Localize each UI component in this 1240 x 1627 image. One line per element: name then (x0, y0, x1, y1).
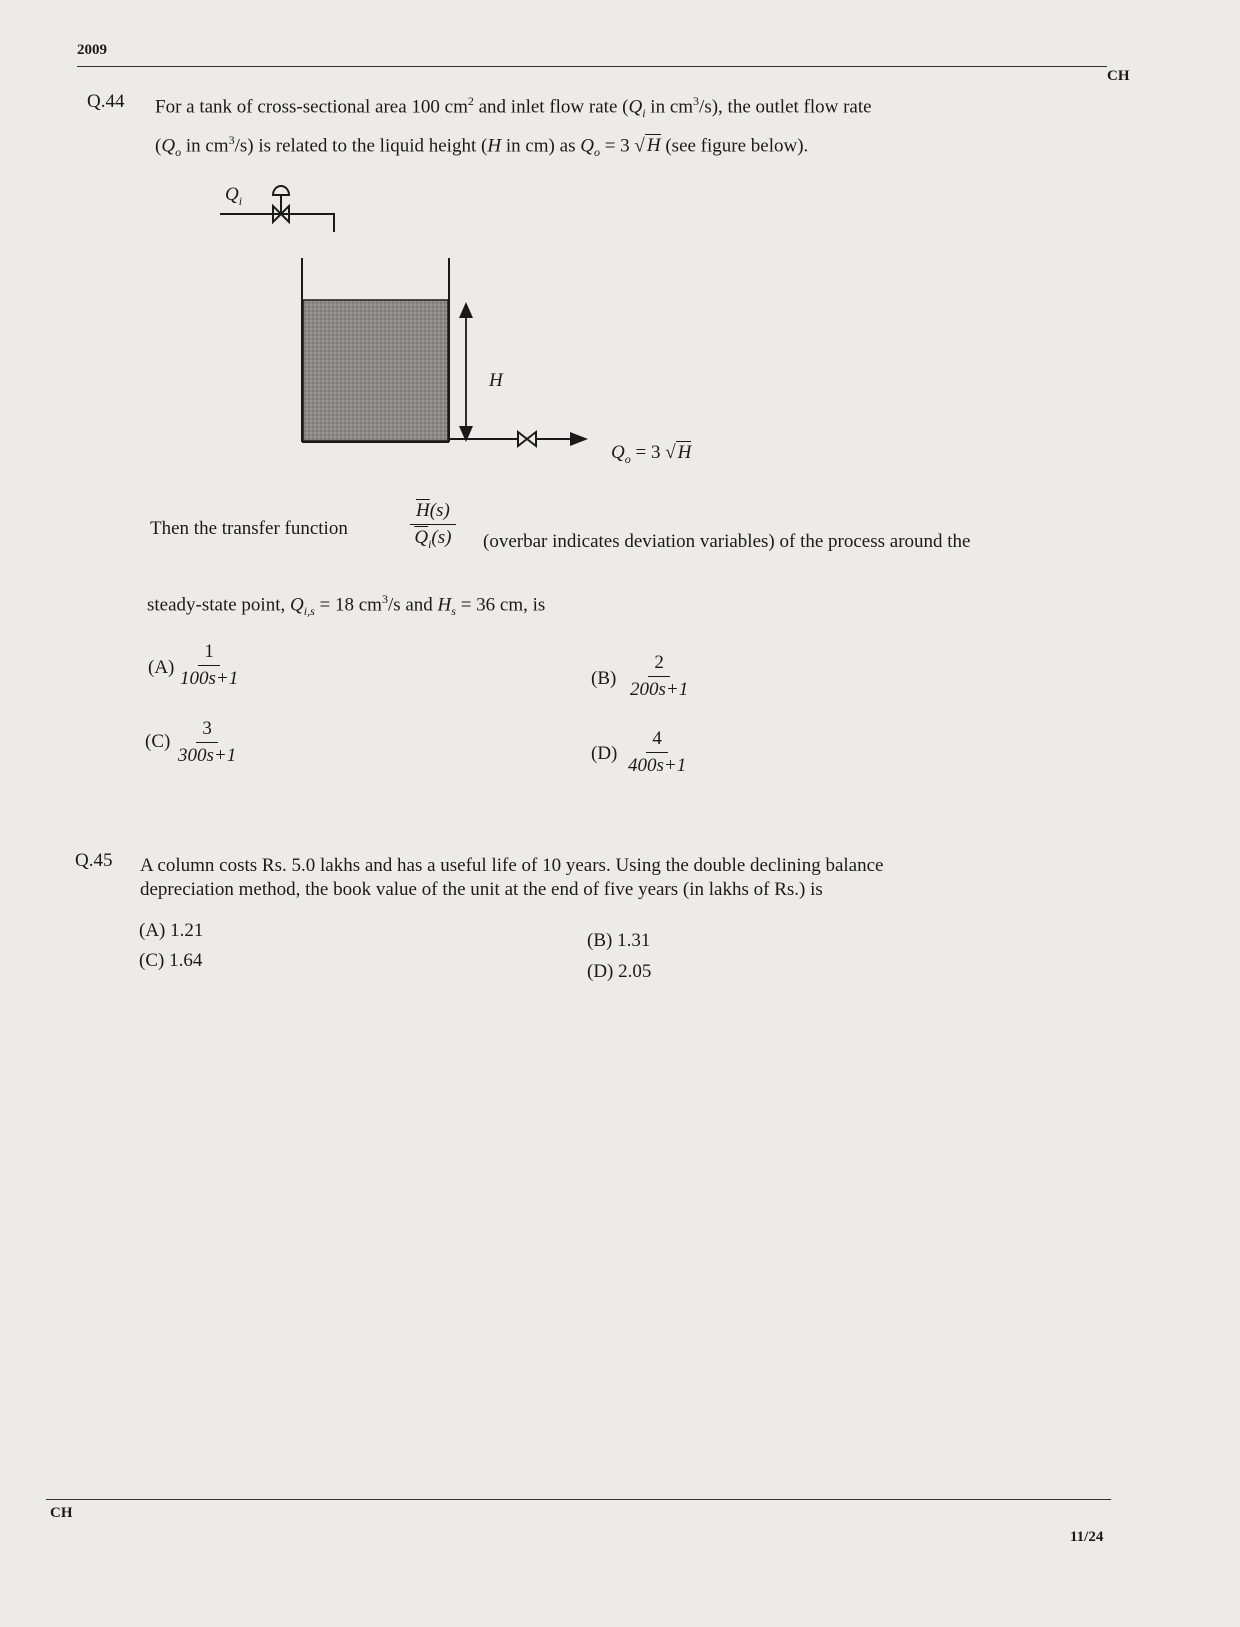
tank-liquid (303, 300, 448, 441)
q44-number: Q.44 (87, 91, 125, 112)
steady-state-text: steady-state point, $Q_{i,s} = 18$ $cm^3/s$ and $H_s = 36$ cm, is (147, 592, 546, 619)
outlet-flow-label: $Q_o = 3$ √ H (611, 442, 692, 466)
then-text: Then the transfer function (150, 518, 348, 539)
footer-subject: CH (50, 1505, 73, 1521)
footer-rule (46, 1499, 1111, 1500)
q45-line1: A column costs Rs. 5.0 lakhs and has a useful life of 10 years. Using the double declining balance (140, 855, 884, 876)
q45-option-a: (A) 1.21 (139, 920, 204, 941)
inlet-flow-label: $Q_i$ (225, 184, 243, 208)
q44-option-b-label: (B) (591, 668, 617, 689)
q44-option-a-label: (A) (148, 657, 175, 678)
q44-option-d-fraction: $\frac{4}{400s+1}$ (628, 728, 687, 776)
tank-figure (200, 170, 760, 480)
after-transfer-function-text: (overbar indicates deviation variables) of the process around the (483, 531, 971, 552)
q45-option-b: (B) 1.31 (587, 930, 651, 951)
q44-option-c-label: (C) (145, 731, 171, 752)
transfer-function-fraction: $\frac{\overline{H}(s)}{\overline{Q}_i(s)}$ (410, 500, 456, 552)
inlet-valve-icon (273, 186, 289, 222)
q44-option-b-fraction: $\frac{2}{200s+1}$ (630, 652, 689, 700)
q44-option-c-fraction: $\frac{3}{300s+1}$ (178, 718, 237, 766)
header-rule (77, 66, 1107, 67)
q44-option-d-label: (D) (591, 743, 618, 764)
height-arrow-icon (459, 302, 473, 442)
q44-line2: ($Q_o$ in $cm^3/s$) is related to the liquid height (H in cm) as $Q_o = 3$ √ H (see figure below). (155, 133, 809, 160)
q45-number: Q.45 (75, 850, 113, 871)
page-number: 11/24 (1070, 1529, 1104, 1545)
height-label: H (489, 370, 503, 391)
q44-line1: For a tank of cross-sectional area 100 $cm^2$ and inlet flow rate ($Q_i$ in $cm^3/s$), the outlet flow rate (155, 94, 872, 121)
q45-line2: depreciation method, the book value of the unit at the end of five years (in lakhs of Rs.) is (140, 879, 823, 900)
q45-option-c: (C) 1.64 (139, 950, 203, 971)
header-subject: CH (1107, 68, 1130, 84)
q45-option-d: (D) 2.05 (587, 961, 652, 982)
header-year: 2009 (77, 42, 107, 58)
outlet-valve-icon (518, 432, 536, 446)
q44-option-a-fraction: $\frac{1}{100s+1}$ (180, 641, 239, 689)
